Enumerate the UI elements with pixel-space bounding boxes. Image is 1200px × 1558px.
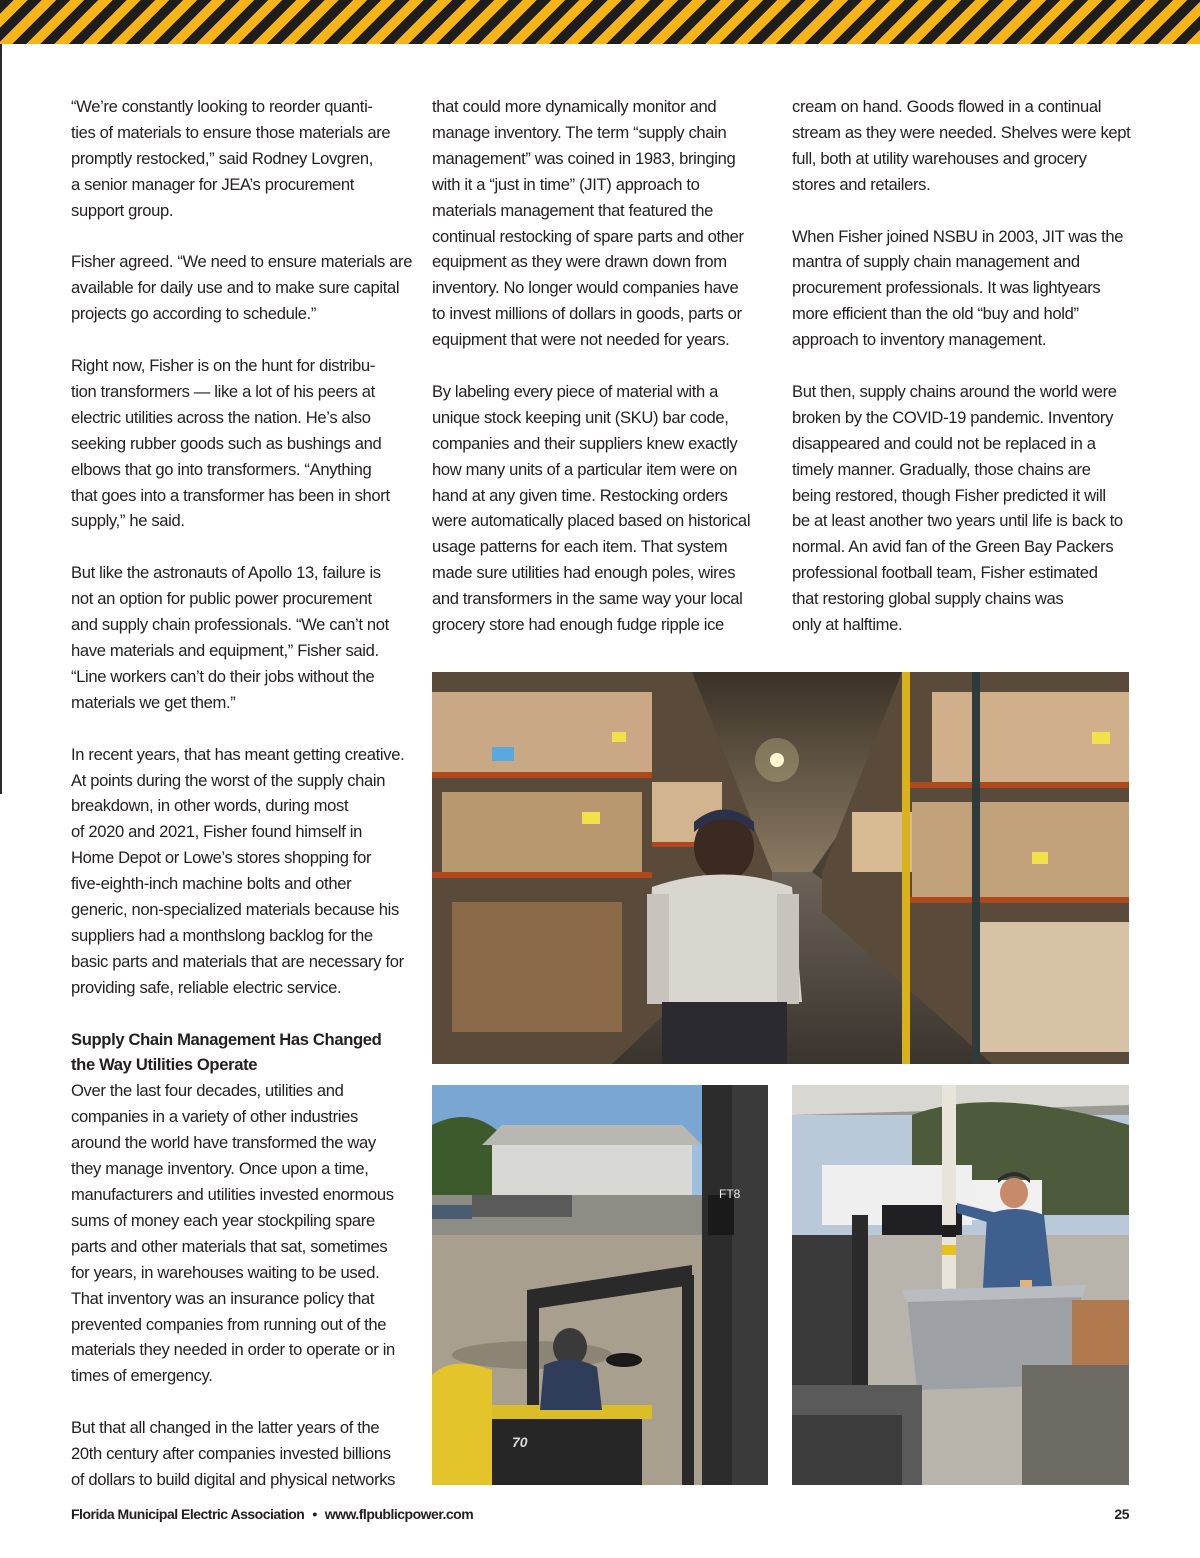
paragraph: But like the astronauts of Apollo 13, failure is not an option for public power procurement and supply chain professionals. “We can’t not have materials and equipment,” Fisher said. “Line workers can’t do their jobs without the materials we get them.”: [71, 563, 389, 712]
article-column-2: [432, 94, 777, 664]
article-column-3: [792, 94, 1137, 664]
article-column-1: [71, 94, 416, 1519]
footer-bullet: •: [312, 1506, 317, 1522]
hazard-stripe-banner: [0, 0, 1200, 44]
loading-dock-worker-photo: [792, 1085, 1129, 1485]
paragraph: Right now, Fisher is on the hunt for distribu- tion transformers — like a lot of his peers at electric utilities across the nation. He’s also seeking rubber goods such as bushings and elbows that go into transformers. “Anything that goes into a transformer has been in short supply,” he said.: [71, 356, 390, 531]
paragraph: Over the last four decades, utilities and companies in a variety of other industries around the world have transformed the way they manage inventory. Once upon a time, manufacturers and utilities invested enormous sums of money each year stockpiling spare parts and other materials that sat, sometimes for years, in warehouses waiting to be used. That inventory was an insurance policy that prevented companies from running out of the materials they needed in order to operate or in times of emergency.: [71, 1081, 395, 1386]
footer-publication: [71, 1506, 473, 1522]
section-heading: Supply Chain Management Has Changed the Way Utilities Operate: [71, 1029, 382, 1075]
paragraph: In recent years, that has meant getting creative. At points during the worst of the supply chain breakdown, in other words, during most of 2020 and 2021, Fisher found himself in Home Depot or Lowe’s stores shopping for five-eighth-inch machine bolts and other generic, non-specialized materials because his suppliers had a monthslong backlog for the basic parts and materials that are necessary for providing safe, reliable electric service.: [71, 744, 405, 997]
paragraph: that could more dynamically monitor and manage inventory. The term “supply chain management” was coined in 1983, bringing with it a “just in time” (JIT) approach to materials management that featured the continual restocking of spare parts and other equipment as they were drawn down from inventory. No longer would companies have to invest millions of dollars in goods, parts or equipment that were not needed for years.: [432, 97, 744, 350]
paragraph: “We’re constantly looking to reorder quanti- ties of materials to ensure those materials are promptly restocked,” said Rodney Lovgren, a senior manager for JEA’s procurement support group.: [71, 97, 391, 220]
forklift-model-label: 70: [512, 1434, 528, 1450]
paragraph: By labeling every piece of material with a unique stock keeping unit (SKU) bar code, companies and their suppliers knew exactly how many units of a particular item were on hand at any given time. Restocking orders were automatically placed based on historical usage patterns for each item. That system made sure utilities had enough poles, wires and transformers in the same way your local grocery store had enough fudge ripple ice: [432, 381, 751, 635]
page-footer: [71, 1506, 1129, 1522]
page-number: 25: [1114, 1506, 1129, 1522]
forklift-yard-photo: [432, 1085, 768, 1485]
footer-url: www.flpublicpower.com: [324, 1506, 474, 1522]
left-edge-rule: [0, 44, 2, 794]
paragraph: Fisher agreed. “We need to ensure materials are available for daily use and to make sure capital projects go according to schedule.”: [71, 252, 413, 324]
forklift-plate-label: FT8: [719, 1187, 741, 1201]
paragraph: But then, supply chains around the world were broken by the COVID-19 pandemic. Inventory disappeared and could not be replaced in a timely manner. Gradually, those chains are being restored, though Fisher predicted it will be at least another two years until life is back to normal. An avid fan of the Green Bay Packers professional football team, Fisher estimated that restoring global supply chains was only at halftime.: [792, 381, 1123, 635]
footer-org: Florida Municipal Electric Association: [71, 1506, 305, 1522]
paragraph: cream on hand. Goods flowed in a continual stream as they were needed. Shelves were kept full, both at utility warehouses and grocery stores and retailers.: [792, 97, 1131, 194]
paragraph: When Fisher joined NSBU in 2003, JIT was the mantra of supply chain management and procurement professionals. It was lightyears more efficient than the old “buy and hold” approach to inventory management.: [792, 226, 1124, 350]
warehouse-aisle-photo: [432, 672, 1129, 1064]
paragraph: But that all changed in the latter years of the 20th century after companies invested billions of dollars to build digital and physical networks: [71, 1418, 396, 1489]
